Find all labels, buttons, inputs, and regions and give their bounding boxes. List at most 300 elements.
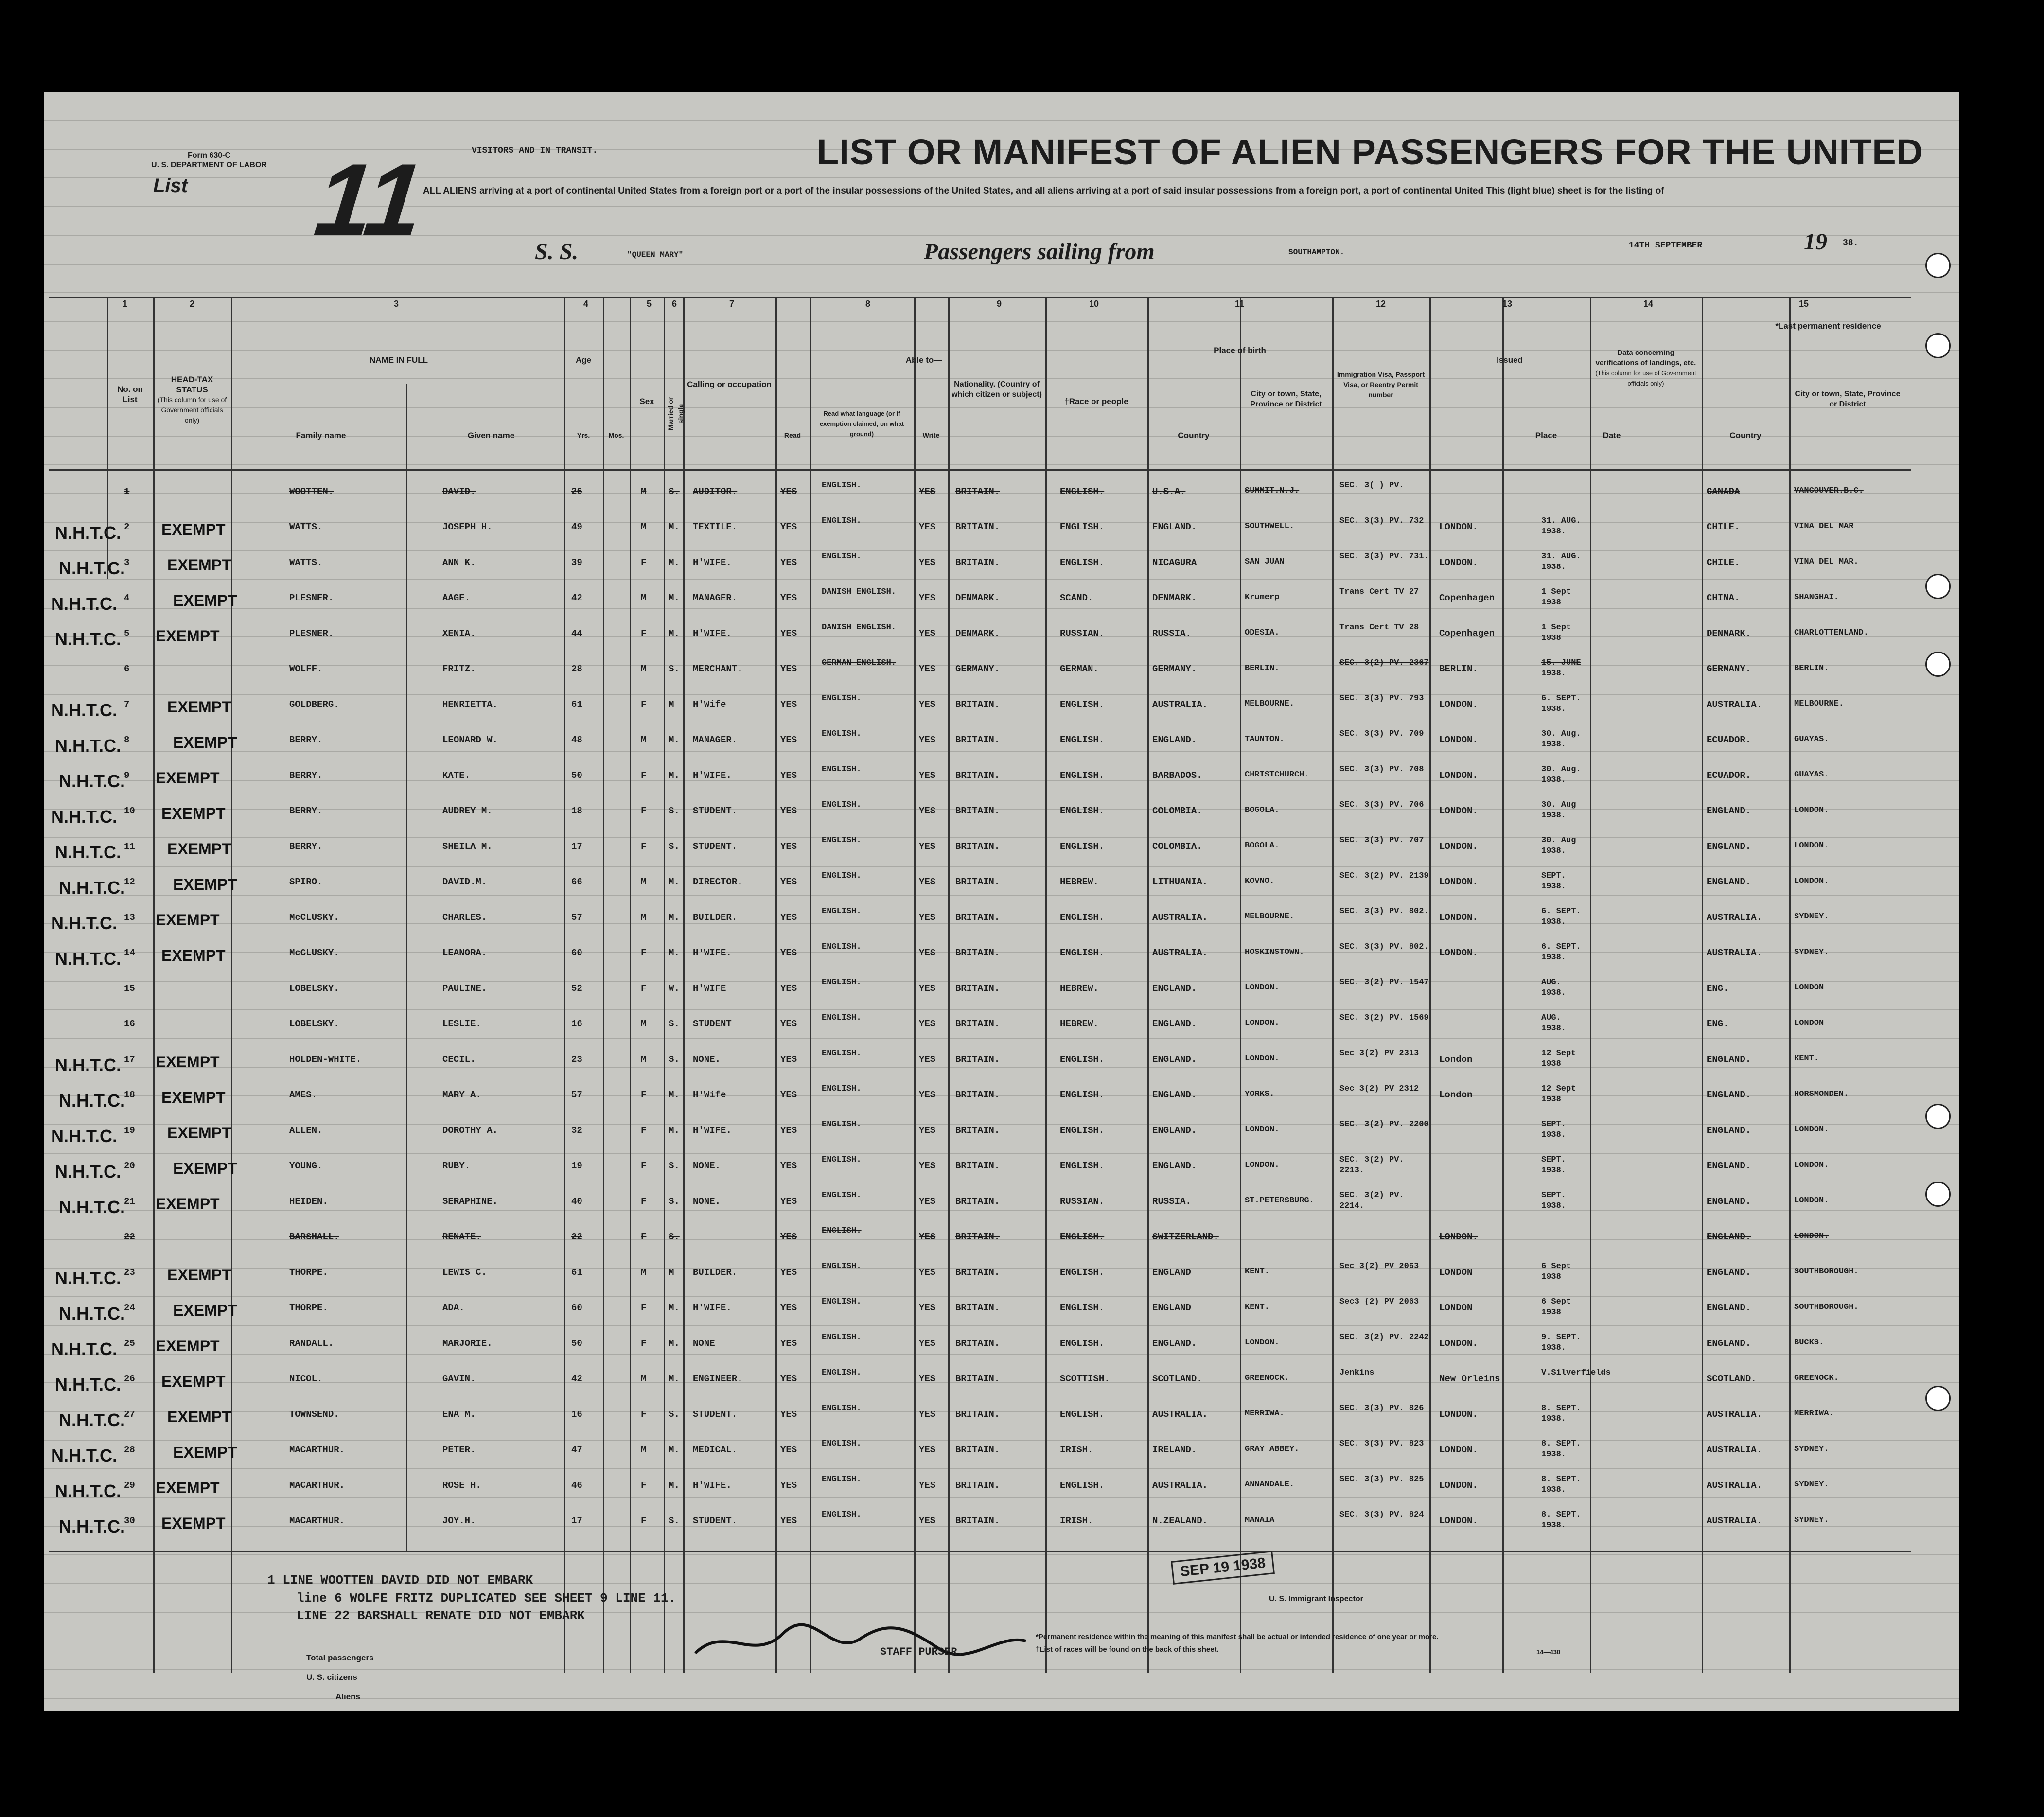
given-name: HENRIETTA. — [442, 699, 498, 710]
occupation: MEDICAL. — [693, 1445, 738, 1455]
row-number: 18 — [124, 1090, 135, 1100]
head-tax-stamp: N.H.T.C. — [59, 878, 125, 898]
nationality: BRITAIN. — [955, 948, 1000, 958]
nationality: BRITAIN. — [955, 557, 1000, 568]
read-language: ENGLISH. — [822, 1049, 862, 1058]
nationality: BRITAIN. — [955, 877, 1000, 887]
occupation: H'WIFE — [693, 983, 726, 994]
residence-city: LONDON. — [1794, 806, 1829, 815]
age-years: 39 — [571, 557, 582, 568]
row-number: 19 — [124, 1125, 135, 1136]
marital-status: S. — [669, 1232, 680, 1242]
row-number: 8 — [124, 735, 130, 745]
residence-country: ENGLAND. — [1707, 877, 1751, 887]
birth-country: DENMARK. — [1152, 593, 1197, 603]
head-tax-stamp: N.H.T.C. — [55, 1375, 122, 1394]
exempt-stamp: EXEMPT — [167, 840, 231, 858]
age-years: 60 — [571, 1303, 582, 1313]
row-number: 21 — [124, 1196, 135, 1207]
given-name: KATE. — [442, 770, 471, 781]
residence-country: CHILE. — [1707, 557, 1740, 568]
race: ENGLISH. — [1060, 486, 1105, 497]
nationality: BRITAIN. — [955, 699, 1000, 710]
table-row — [44, 1222, 1911, 1256]
nationality: BRITAIN. — [955, 912, 1000, 923]
header-place-of-birth: Place of birth — [1214, 346, 1266, 355]
family-name: WATTS. — [289, 557, 323, 568]
head-tax-stamp: N.H.T.C. — [51, 807, 118, 827]
age-years: 44 — [571, 628, 582, 639]
header-last-residence: *Last permanent residence — [1775, 321, 1881, 331]
table-row — [44, 973, 1911, 1007]
family-name: LOBELSKY. — [289, 983, 339, 994]
age-years: 52 — [571, 983, 582, 994]
can-write: YES — [919, 1516, 936, 1526]
birth-country: ENGLAND. — [1152, 1054, 1197, 1065]
issued-date: V.Silverfields — [1541, 1368, 1611, 1377]
issued-date: 9. SEPT. 1938. — [1541, 1333, 1581, 1353]
given-name: JOY.H. — [442, 1516, 476, 1526]
row-number: 25 — [124, 1338, 135, 1349]
nationality: BRITAIN. — [955, 770, 1000, 781]
race: ENGLISH. — [1060, 1161, 1105, 1171]
family-name: HEIDEN. — [289, 1196, 328, 1207]
can-read: YES — [780, 1338, 797, 1349]
occupation: NONE. — [693, 1161, 721, 1171]
row-number: 22 — [124, 1232, 135, 1242]
sex: M — [641, 1445, 647, 1455]
table-row — [44, 512, 1911, 546]
read-language: ENGLISH. — [822, 1191, 862, 1200]
residence-country: ENGLAND. — [1707, 1196, 1751, 1207]
visa-number: SEC. 3(3) PV. 706 — [1339, 800, 1424, 810]
col-number: 11 — [1235, 299, 1245, 309]
header-residence-country: Country — [1729, 431, 1762, 440]
birth-city: SAN JUAN — [1245, 557, 1285, 566]
nationality: BRITAIN. — [955, 1019, 1000, 1029]
table-row — [44, 583, 1911, 617]
table-bottom-rule — [49, 1551, 1911, 1552]
age-years: 48 — [571, 735, 582, 745]
nationality: BRITAIN. — [955, 841, 1000, 852]
age-years: 16 — [571, 1019, 582, 1029]
given-name: CECIL. — [442, 1054, 476, 1065]
sex: M — [641, 1267, 647, 1278]
row-number: 17 — [124, 1054, 135, 1065]
issued-place: LONDON. — [1439, 735, 1478, 745]
residence-country: AUSTRALIA. — [1707, 1445, 1762, 1455]
birth-country: ENGLAND. — [1152, 1019, 1197, 1029]
row-number: 6 — [124, 664, 130, 674]
head-tax-stamp: N.H.T.C. — [55, 842, 122, 862]
read-language: ENGLISH. — [822, 729, 862, 739]
visa-number: Sec 3(2) PV 2312 — [1339, 1084, 1419, 1094]
family-name: HOLDEN-WHITE. — [289, 1054, 362, 1065]
marital-status: M. — [669, 522, 680, 532]
nationality: BRITAIN. — [955, 1409, 1000, 1420]
row-number: 13 — [124, 912, 135, 923]
visa-number: SEC. 3(3) PV. 826 — [1339, 1404, 1424, 1413]
issued-place: LONDON. — [1439, 1409, 1478, 1420]
visa-number: SEC. 3(3) PV. 802. — [1339, 907, 1429, 916]
manifest-subnote: ALL ALIENS arriving at a port of continental United States from a foreign port or a port of the insular possessions of the United States, and all aliens arriving at a port of said insular possessions from a foreign port, a port of continental United This (light blue) sheet is for the listing of — [423, 186, 1664, 196]
sex: F — [641, 948, 647, 958]
race: GERMAN. — [1060, 664, 1099, 674]
can-read: YES — [780, 1409, 797, 1420]
row-number: 5 — [124, 628, 130, 639]
visa-number: SEC. 3( ) PV. — [1339, 481, 1404, 490]
occupation: STUDENT. — [693, 1409, 738, 1420]
sex: M — [641, 664, 647, 674]
race: ENGLISH. — [1060, 1090, 1105, 1100]
residence-country: ENGLAND. — [1707, 1303, 1751, 1313]
residence-city: VANCOUVER.B.C. — [1794, 486, 1864, 495]
table-row — [44, 476, 1911, 511]
marital-status: M. — [669, 1090, 680, 1100]
birth-city: ST.PETERSBURG. — [1245, 1196, 1314, 1205]
residence-country: DENMARK. — [1707, 628, 1751, 639]
nationality: BRITAIN. — [955, 522, 1000, 532]
race: ENGLISH. — [1060, 735, 1105, 745]
birth-city: LONDON. — [1245, 1019, 1280, 1028]
header-bottom-rule — [49, 469, 1911, 471]
table-row — [44, 1364, 1911, 1398]
birth-city: KOVNO. — [1245, 877, 1275, 886]
visa-number: Sec 3(2) PV 2063 — [1339, 1262, 1419, 1271]
race: ENGLISH. — [1060, 1338, 1105, 1349]
race: IRISH. — [1060, 1516, 1093, 1526]
issued-place: LONDON. — [1439, 699, 1478, 710]
nationality: BRITAIN. — [955, 1125, 1000, 1136]
residence-country: ECUADOR. — [1707, 735, 1751, 745]
family-name: AMES. — [289, 1090, 317, 1100]
race: RUSSIAN. — [1060, 628, 1105, 639]
issued-date: 31. AUG. 1938. — [1541, 552, 1581, 572]
row-number: 2 — [124, 522, 130, 532]
sex: F — [641, 983, 647, 994]
head-tax-stamp: N.H.T.C. — [59, 1410, 125, 1430]
race: ENGLISH. — [1060, 522, 1105, 532]
sex: M — [641, 593, 647, 603]
can-write: YES — [919, 1054, 936, 1065]
residence-country: AUSTRALIA. — [1707, 1516, 1762, 1526]
residence-city: KENT. — [1794, 1054, 1819, 1063]
head-tax-stamp: N.H.T.C. — [55, 1162, 122, 1182]
punch-hole — [1925, 253, 1951, 278]
row-number: 10 — [124, 806, 135, 816]
residence-city: SYDNEY. — [1794, 1445, 1829, 1454]
issued-date: 6 Sept 1938 — [1541, 1262, 1571, 1282]
age-years: 32 — [571, 1125, 582, 1136]
age-years: 42 — [571, 1374, 582, 1384]
sex: M — [641, 486, 647, 497]
visa-number: Trans Cert TV 28 — [1339, 623, 1419, 632]
exempt-stamp: EXEMPT — [167, 1266, 231, 1284]
family-name: BERRY. — [289, 806, 323, 816]
marital-status: S. — [669, 486, 680, 497]
age-years: 28 — [571, 664, 582, 674]
birth-city: CHRISTCHURCH. — [1245, 770, 1309, 779]
can-read: YES — [780, 912, 797, 923]
sex: F — [641, 1409, 647, 1420]
marital-status: M. — [669, 877, 680, 887]
col-number: 1 — [123, 299, 128, 309]
birth-city: ODESIA. — [1245, 628, 1280, 637]
race: ENGLISH. — [1060, 699, 1105, 710]
issued-place: LONDON. — [1439, 1480, 1478, 1491]
occupation: BUILDER. — [693, 912, 738, 923]
sex: F — [641, 557, 647, 568]
visitors-transit-label: VISITORS AND IN TRANSIT. — [472, 146, 598, 156]
residence-country: SCOTLAND. — [1707, 1374, 1757, 1384]
birth-city: MANAIA — [1245, 1516, 1275, 1525]
table-row — [44, 547, 1911, 582]
family-name: GOLDBERG. — [289, 699, 339, 710]
exempt-stamp: EXEMPT — [161, 1089, 226, 1106]
marital-status: S. — [669, 664, 680, 674]
exempt-stamp: EXEMPT — [173, 734, 237, 751]
can-write: YES — [919, 877, 936, 887]
nationality: BRITAIN. — [955, 1338, 1000, 1349]
issued-place: LONDON. — [1439, 770, 1478, 781]
issued-date: SEPT. 1938. — [1541, 1191, 1567, 1211]
can-read: YES — [780, 1161, 797, 1171]
residence-city: LONDON — [1794, 983, 1824, 992]
marital-status: M. — [669, 735, 680, 745]
birth-country: ENGLAND — [1152, 1267, 1191, 1278]
residence-country: ENGLAND. — [1707, 1161, 1751, 1171]
occupation: MERCHANT. — [693, 664, 743, 674]
table-row — [44, 938, 1911, 972]
col-number: 12 — [1376, 299, 1386, 309]
residence-country: ENGLAND. — [1707, 806, 1751, 816]
header-nationality: Nationality. (Country of which citizen or subject) — [952, 380, 1042, 399]
given-name: SHEILA M. — [442, 841, 493, 852]
visa-number: SEC. 3(3) PV. 731. — [1339, 552, 1429, 561]
visa-number: SEC. 3(3) PV. 824 — [1339, 1510, 1424, 1519]
sailing-date: 14TH SEPTEMBER — [1629, 241, 1703, 250]
residence-country: ENGLAND. — [1707, 1054, 1751, 1065]
can-read: YES — [780, 1480, 797, 1491]
marital-status: M. — [669, 593, 680, 603]
issued-place: Copenhagen — [1439, 628, 1495, 639]
family-name: WOOTTEN. — [289, 486, 334, 497]
header-age: Age — [575, 355, 592, 365]
department-name: U. S. DEPARTMENT OF LABOR — [151, 161, 267, 169]
age-years: 26 — [571, 486, 582, 497]
row-number: 26 — [124, 1374, 135, 1384]
table-row — [44, 1080, 1911, 1114]
table-row — [44, 725, 1911, 759]
can-write: YES — [919, 1445, 936, 1455]
visa-number: SEC. 3(3) PV. 732 — [1339, 516, 1424, 526]
can-write: YES — [919, 1161, 936, 1171]
sex: F — [641, 770, 647, 781]
race: SCOTTISH. — [1060, 1374, 1110, 1384]
sex: F — [641, 1125, 647, 1136]
punch-hole — [1925, 574, 1951, 599]
residence-city: MELBOURNE. — [1794, 699, 1844, 708]
residence-city: VINA DEL MAR. — [1794, 557, 1859, 566]
row-number: 24 — [124, 1303, 135, 1313]
marital-status: M. — [669, 912, 680, 923]
col-number: 8 — [865, 299, 871, 309]
visa-number: SEC. 3(2) PV. 2214. — [1339, 1191, 1404, 1211]
head-tax-stamp: N.H.T.C. — [59, 1091, 125, 1111]
visa-number: SEC. 3(2) PV. 2200 — [1339, 1120, 1429, 1129]
issued-date: SEPT. 1938. — [1541, 1120, 1567, 1140]
birth-city: GREENOCK. — [1245, 1374, 1289, 1383]
ship-name: "QUEEN MARY" — [627, 250, 684, 259]
given-name: DOROTHY A. — [442, 1125, 498, 1136]
landing-data-note: (This column for use of Government officials only) — [1595, 370, 1696, 387]
read-language: ENGLISH. — [822, 1120, 862, 1129]
birth-city: LONDON. — [1245, 1125, 1280, 1134]
occupation: STUDENT. — [693, 841, 738, 852]
race: HEBREW. — [1060, 983, 1099, 994]
head-tax-stamp: N.H.T.C. — [55, 1481, 122, 1501]
issued-place: LONDON — [1439, 1303, 1473, 1313]
table-row — [44, 1257, 1911, 1291]
birth-country: LITHUANIA. — [1152, 877, 1208, 887]
given-name: LEANORA. — [442, 948, 487, 958]
nationality: BRITAIN. — [955, 1303, 1000, 1313]
race: IRISH. — [1060, 1445, 1093, 1455]
occupation: H'WIFE. — [693, 557, 732, 568]
given-name: LESLIE. — [442, 1019, 481, 1029]
can-write: YES — [919, 628, 936, 639]
occupation: TEXTILE. — [693, 522, 738, 532]
exempt-stamp: EXEMPT — [167, 1408, 231, 1426]
race: ENGLISH. — [1060, 1409, 1105, 1420]
sex: F — [641, 1516, 647, 1526]
read-language: ENGLISH. — [822, 836, 862, 845]
row-number: 20 — [124, 1161, 135, 1171]
marital-status: S. — [669, 841, 680, 852]
row-number: 9 — [124, 770, 130, 781]
age-years: 60 — [571, 948, 582, 958]
birth-country: U.S.A. — [1152, 486, 1186, 497]
occupation: ENGINEER. — [693, 1374, 743, 1384]
issued-place: London — [1439, 1090, 1473, 1100]
can-write: YES — [919, 593, 936, 603]
year-suffix: 38. — [1843, 238, 1859, 248]
col-number: 14 — [1643, 299, 1654, 309]
footer-note-2: line 6 WOLFE FRITZ DUPLICATED SEE SHEET 9 LINE 11. — [297, 1591, 676, 1605]
exempt-stamp: EXEMPT — [167, 556, 231, 574]
header-able-to: Able to— — [905, 355, 942, 365]
can-write: YES — [919, 841, 936, 852]
table-row — [44, 796, 1911, 830]
birth-country: AUSTRALIA. — [1152, 948, 1208, 958]
visa-number: SEC. 3(2) PV. 1569 — [1339, 1013, 1429, 1023]
nationality: BRITAIN. — [955, 1480, 1000, 1491]
birth-country: AUSTRALIA. — [1152, 1409, 1208, 1420]
given-name: JOSEPH H. — [442, 522, 493, 532]
birth-country: ENGLAND. — [1152, 522, 1197, 532]
occupation: NONE. — [693, 1054, 721, 1065]
birth-country: NICAGURA — [1152, 557, 1197, 568]
head-tax-stamp: N.H.T.C. — [51, 1446, 118, 1465]
exempt-stamp: EXEMPT — [161, 947, 226, 964]
residence-country: ECUADOR. — [1707, 770, 1751, 781]
family-name: MACARTHUR. — [289, 1445, 345, 1455]
exempt-stamp: EXEMPT — [156, 1195, 220, 1213]
birth-country: ENGLAND — [1152, 1303, 1191, 1313]
issued-place: LONDON. — [1439, 877, 1478, 887]
form-code: 14—430 — [1536, 1648, 1561, 1656]
read-language: ENGLISH. — [822, 907, 862, 916]
read-language: ENGLISH. — [822, 1013, 862, 1023]
table-row — [44, 1399, 1911, 1433]
sex: M — [641, 877, 647, 887]
issued-place: New Orleins — [1439, 1374, 1500, 1384]
family-name: WOLFF. — [289, 664, 323, 674]
issued-place: London — [1439, 1054, 1473, 1065]
footnote-residence: *Permanent residence within the meaning of this manifest shall be actual or intended residence of one year or more. — [1036, 1633, 1439, 1641]
family-name: THORPE. — [289, 1267, 328, 1278]
residence-country: CANADA — [1707, 486, 1740, 497]
nationality: DENMARK. — [955, 593, 1000, 603]
marital-status: S. — [669, 1196, 680, 1207]
family-name: NICOL. — [289, 1374, 323, 1384]
head-tax-stamp: N.H.T.C. — [59, 1517, 125, 1536]
residence-country: AUSTRALIA. — [1707, 912, 1762, 923]
visa-number: SEC. 3(3) PV. 825 — [1339, 1475, 1424, 1484]
given-name: PETER. — [442, 1445, 476, 1455]
exempt-stamp: EXEMPT — [173, 592, 237, 609]
race: ENGLISH. — [1060, 1232, 1105, 1242]
exempt-stamp: EXEMPT — [156, 1479, 220, 1497]
can-write: YES — [919, 1267, 936, 1278]
head-tax-stamp: N.H.T.C. — [55, 1055, 122, 1075]
issued-place: LONDON. — [1439, 912, 1478, 923]
head-tax-stamp: N.H.T.C. — [59, 771, 125, 791]
age-years: 16 — [571, 1409, 582, 1420]
marital-status: M. — [669, 1445, 680, 1455]
read-language: ENGLISH. — [822, 1404, 862, 1413]
visa-number: Sec3 (2) PV 2063 — [1339, 1297, 1419, 1306]
sex: M — [641, 1019, 647, 1029]
birth-city: HOSKINSTOWN. — [1245, 948, 1304, 957]
visa-number: SEC. 3(2) PV. 2139 — [1339, 871, 1429, 881]
age-years: 50 — [571, 1338, 582, 1349]
issued-place: LONDON. — [1439, 522, 1478, 532]
given-name: GAVIN. — [442, 1374, 476, 1384]
table-row — [44, 1506, 1911, 1540]
residence-country: CHILE. — [1707, 522, 1740, 532]
landing-data-label: Data concerning verifications of landings, etc. — [1595, 349, 1696, 367]
punch-hole — [1925, 333, 1951, 358]
can-write: YES — [919, 1480, 936, 1491]
visa-number: SEC. 3(3) PV. 823 — [1339, 1439, 1424, 1448]
issued-date: 1 Sept 1938 — [1541, 623, 1571, 643]
residence-city: LONDON. — [1794, 1196, 1829, 1205]
header-read-language: Read what language (or if exemption claimed, on what ground) — [819, 410, 904, 438]
residence-city: VINA DEL MAR — [1794, 522, 1854, 531]
read-language: ENGLISH. — [822, 978, 862, 987]
race: ENGLISH. — [1060, 1480, 1105, 1491]
col-number: 2 — [190, 299, 195, 309]
departure-port: SOUTHAMPTON. — [1288, 248, 1345, 257]
family-name: YOUNG. — [289, 1161, 323, 1171]
given-name: DAVID.M. — [442, 877, 487, 887]
sex: F — [641, 1090, 647, 1100]
race: ENGLISH. — [1060, 557, 1105, 568]
issued-date: 8. SEPT. 1938. — [1541, 1404, 1581, 1424]
birth-city: KENT. — [1245, 1303, 1270, 1312]
can-read: YES — [780, 1303, 797, 1313]
